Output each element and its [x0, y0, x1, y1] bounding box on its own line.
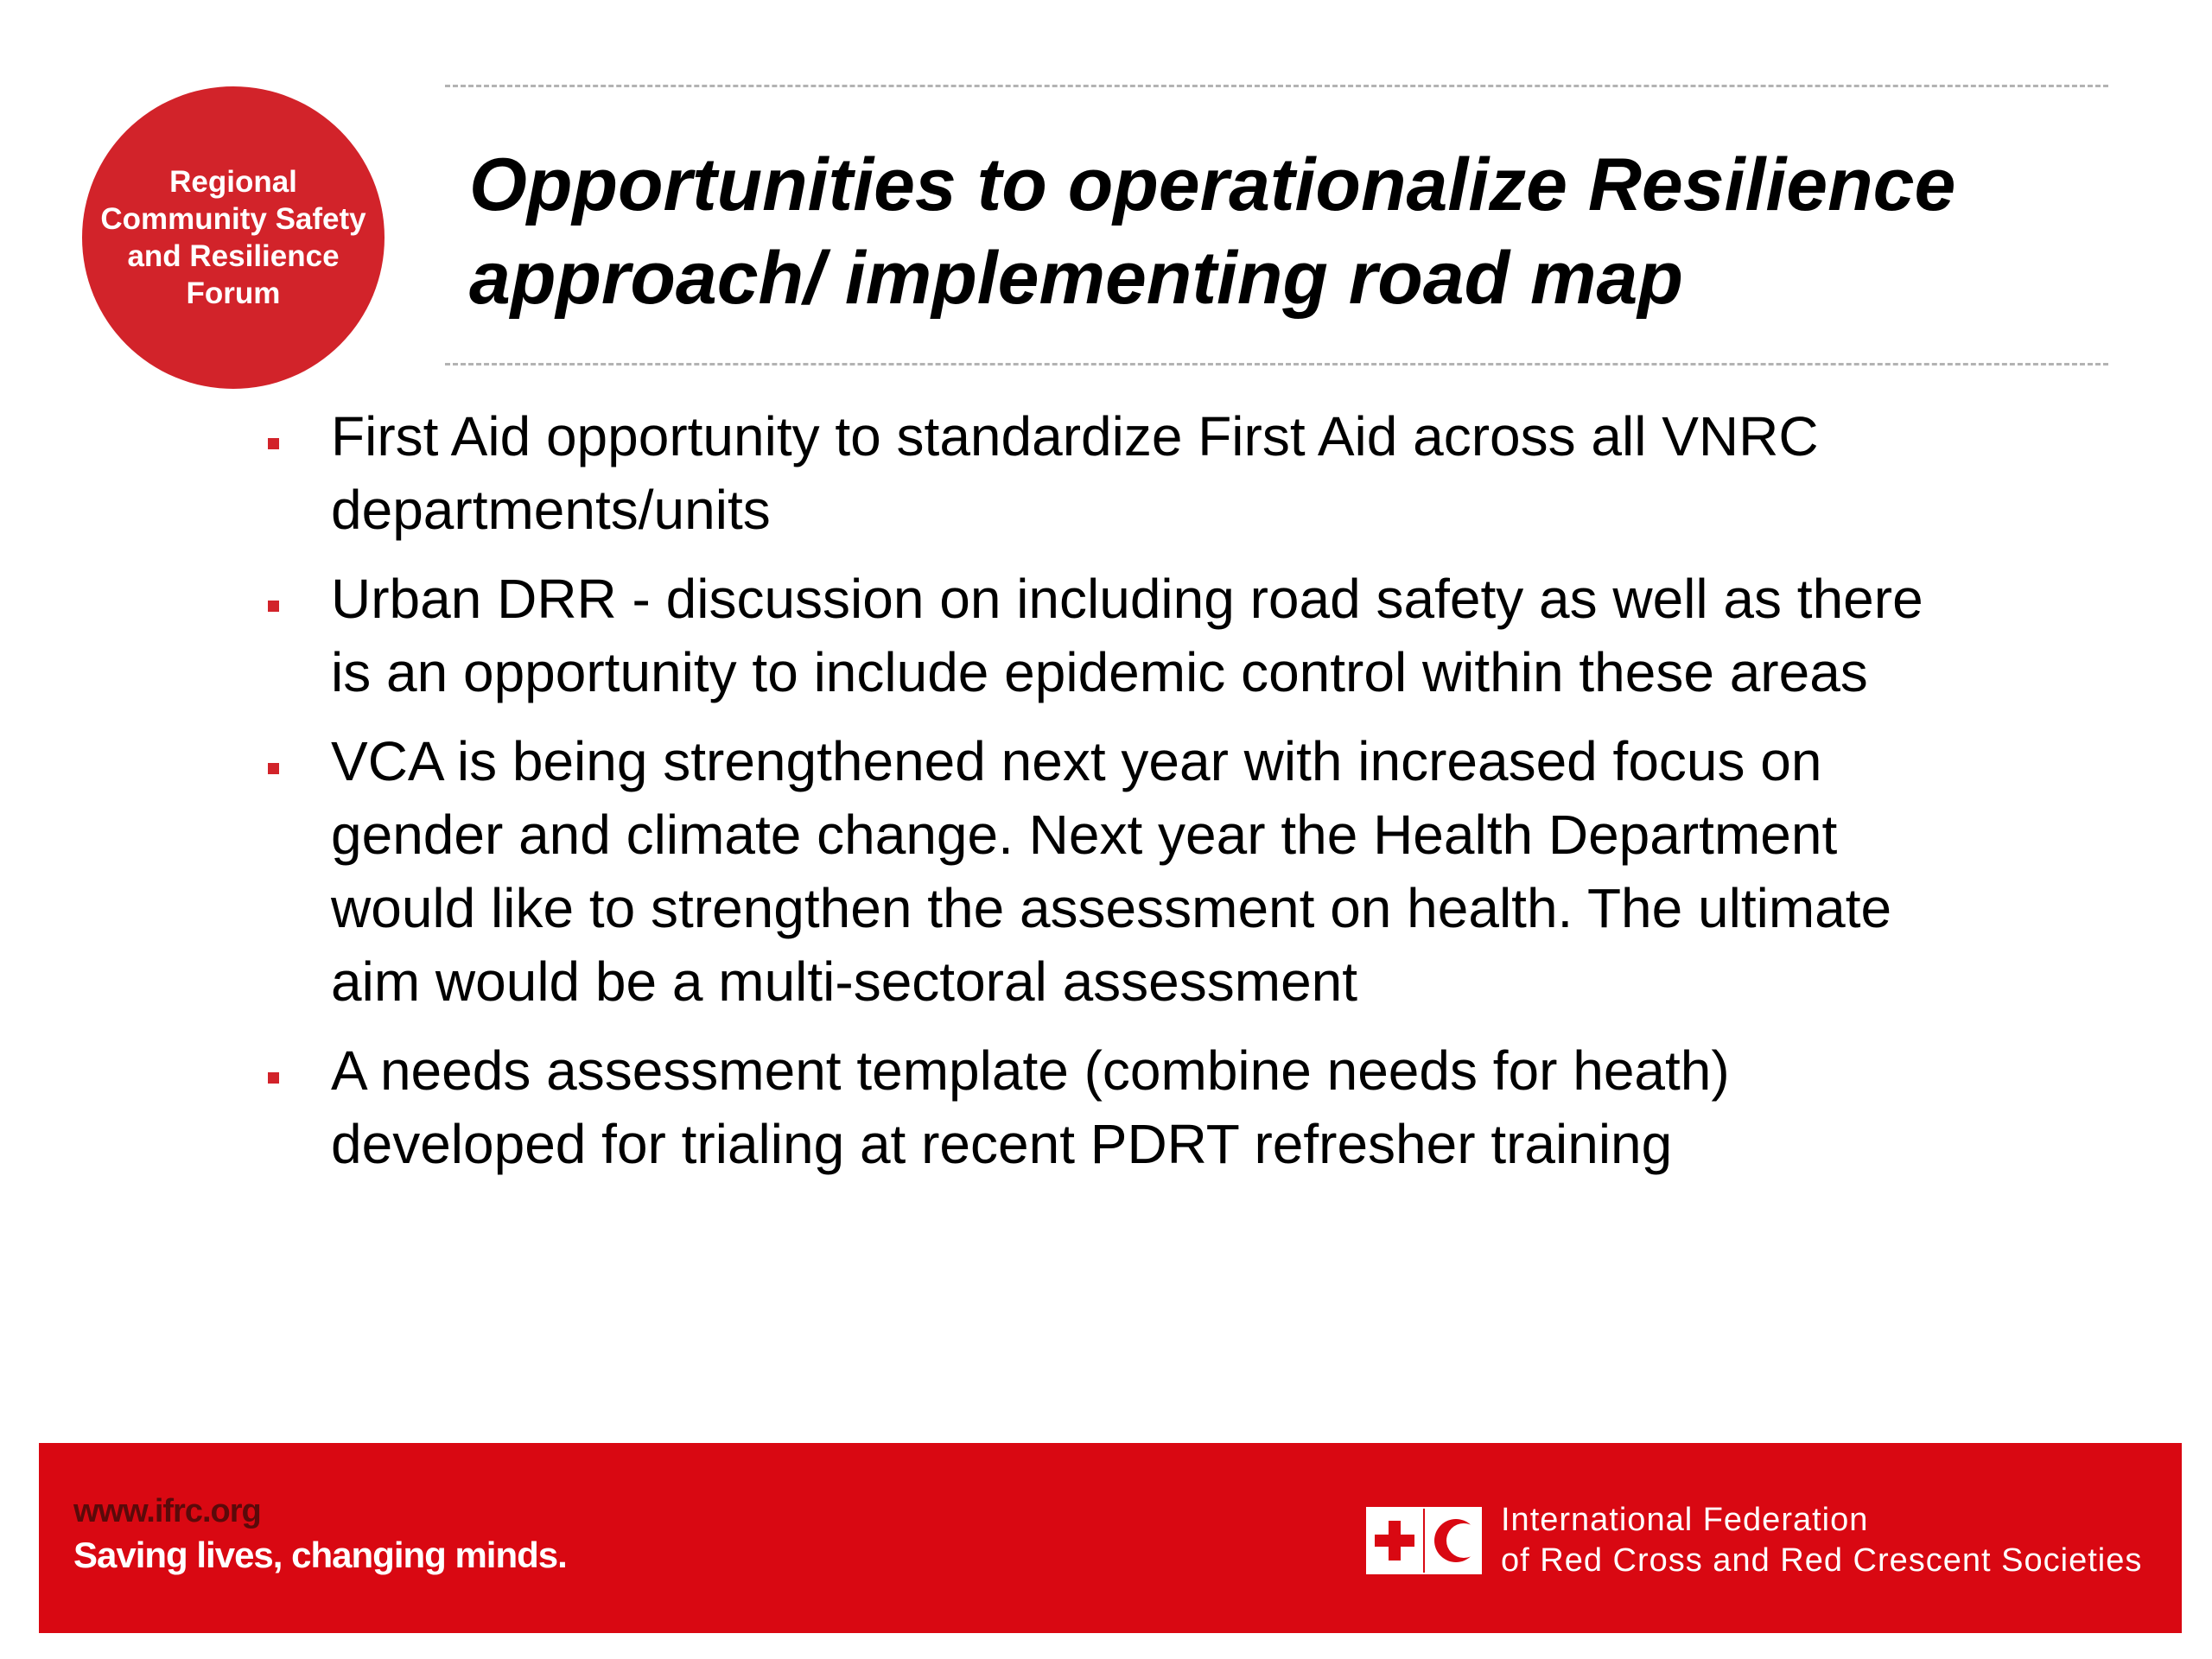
slide-title-line: Opportunities to operationalize Resilience — [469, 143, 1956, 226]
federation-name-line: of Red Cross and Red Crescent Societies — [1501, 1542, 2143, 1579]
bullet-marker-icon — [268, 1072, 279, 1084]
bullet-text-line: A needs assessment template (combine needs for heath) — [331, 1039, 1730, 1102]
bullet-text-line: developed for trialing at recent PDRT refresher training — [331, 1113, 1673, 1175]
bullet-text-line: is an opportunity to include epidemic control within these areas — [331, 641, 1868, 703]
bullet-item — [264, 725, 2130, 1019]
forum-badge-line: and Resilience — [127, 239, 340, 273]
bullet-text-line: gender and climate change. Next year the Health Department — [331, 804, 1838, 866]
bullet-marker-icon — [268, 438, 279, 449]
bullet-text-line: First Aid opportunity to standardize First Aid across all VNRC — [331, 405, 1819, 467]
footer-website-link[interactable]: www.ifrc.org — [73, 1493, 261, 1529]
forum-badge-line: Forum — [186, 276, 281, 310]
bullet-marker-icon — [268, 601, 279, 612]
footer-banner — [39, 1443, 2182, 1633]
bullet-text-line: would like to strengthen the assessment on health. The ultimate — [331, 877, 1892, 939]
red-cross-red-crescent-emblem-icon — [1363, 1503, 1485, 1578]
footer-tagline: Saving lives, changing minds. — [73, 1535, 567, 1575]
forum-badge-line: Community Safety — [100, 202, 366, 236]
bullet-marker-icon — [268, 763, 279, 774]
slide-title-line: approach/ implementing road map — [469, 237, 1683, 320]
slide-title — [469, 138, 2111, 325]
bullet-item — [264, 1034, 2130, 1181]
bullet-text-line: Urban DRR - discussion on including road safety as well as there — [331, 568, 1923, 630]
bullet-item — [264, 400, 2130, 547]
bullet-item — [264, 563, 2130, 709]
bullet-text-line: departments/units — [331, 479, 771, 541]
bullet-list — [264, 400, 2130, 1197]
federation-name — [1501, 1500, 2142, 1581]
title-divider-top — [445, 85, 2108, 87]
bullet-text-line: VCA is being strengthened next year with increased focus on — [331, 730, 1822, 792]
bullet-text-line: aim would be a multi-sectoral assessment — [331, 950, 1358, 1013]
forum-badge-line: Regional — [169, 165, 297, 199]
forum-badge — [82, 86, 385, 389]
forum-badge-text — [100, 163, 365, 312]
federation-name-line: International Federation — [1501, 1502, 1869, 1538]
title-divider-bottom — [445, 363, 2108, 365]
